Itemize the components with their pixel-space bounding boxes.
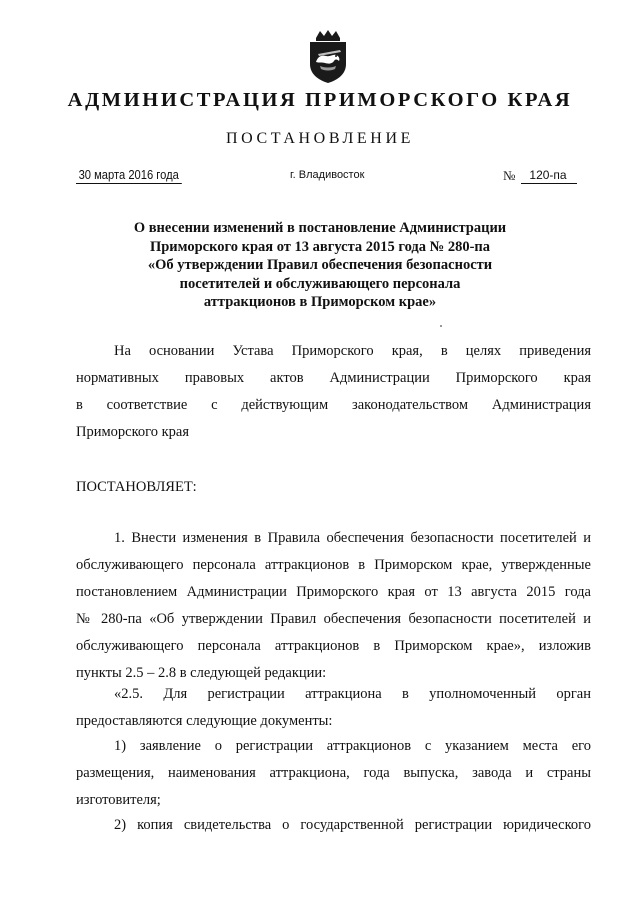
paragraph-line: в соответствие с действующим законодательством Администрация (76, 397, 591, 413)
paragraph-line: 2) копия свидетельства о государственной регистрации юридического (114, 817, 591, 833)
number-sign: № (503, 168, 516, 183)
item-1-paragraph (76, 525, 591, 687)
paragraph-line: постановлением Администрации Приморского края от 13 августа 2015 года (76, 584, 591, 600)
paragraph-line: размещения, наименования аттракциона, года выпуска, завода и страны (76, 765, 591, 781)
heading-line: О внесении изменений в постановление Администрации (133, 220, 507, 236)
heading-line: Приморского края от 13 августа 2015 года № 280-па (149, 238, 491, 255)
coat-of-arms-emblem (300, 28, 356, 84)
number-value: 120-па (521, 167, 577, 184)
subitem-2-paragraph (76, 812, 591, 839)
heading-line: «Об утверждении Правил обеспечения безопасности (147, 257, 493, 273)
paragraph-line: изготовителя; (76, 792, 161, 808)
document-city: г. Владивосток (290, 169, 365, 181)
document-type: ПОСТАНОВЛЕНИЕ (226, 130, 414, 147)
paragraph-line: 1. Внести изменения в Правила обеспечения безопасности посетителей и (114, 530, 591, 546)
paragraph-line: предоставляются следующие документы: (76, 713, 333, 729)
paragraph-line: пункты 2.5 – 2.8 в следующей редакции: (76, 665, 327, 681)
paragraph-line: № 280-па «Об утверждении Правил обеспечения безопасности посетителей и (76, 611, 591, 627)
resolves-heading: ПОСТАНОВЛЯЕТ: (76, 479, 197, 495)
heading-line: аттракционов в Приморском крае» (203, 294, 437, 310)
organization-title: АДМИНИСТРАЦИЯ ПРИМОРСКОГО КРАЯ (67, 89, 573, 111)
subitem-1-paragraph (76, 733, 591, 814)
scan-speck (440, 325, 442, 327)
document-date: 30 марта 2016 года (76, 167, 181, 184)
heading-line: посетителей и обслуживающего персонала (179, 275, 461, 292)
paragraph-line: обслуживающего персонала аттракционов в Приморском крае», изложив (76, 638, 591, 654)
preamble-paragraph (76, 338, 591, 446)
paragraph-line: Приморского края (76, 424, 190, 440)
paragraph-line: обслуживающего персонала аттракционов в Приморском крае, утвержденные (76, 557, 591, 573)
paragraph-line: «2.5. Для регистрации аттракциона в уполномоченный орган (114, 686, 591, 702)
paragraph-line: 1) заявление о регистрации аттракционов с указанием места его (114, 738, 591, 754)
document-number (503, 167, 577, 184)
clause-2-5-paragraph (76, 681, 591, 735)
paragraph-line: нормативных правовых актов Администрации Приморского края (76, 370, 591, 386)
document-heading (0, 219, 640, 312)
paragraph-line: На основании Устава Приморского края, в целях приведения (114, 343, 591, 359)
